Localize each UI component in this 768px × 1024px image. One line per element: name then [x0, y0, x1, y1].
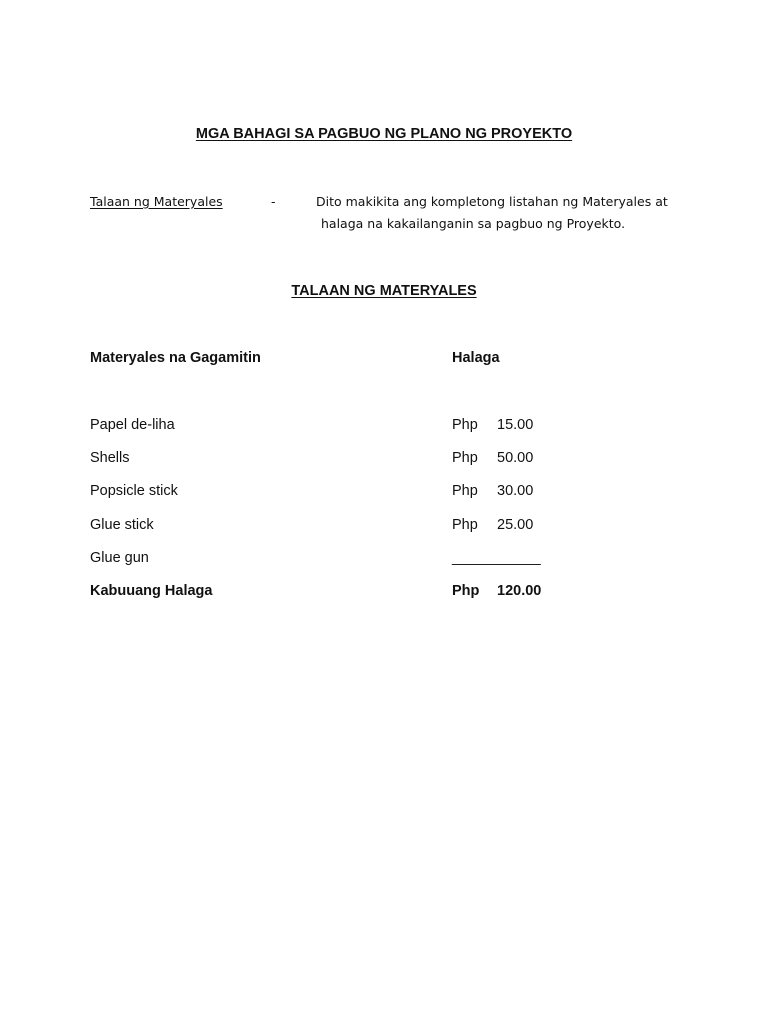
- table-row-currency: Php: [452, 483, 478, 499]
- table-row-blank-line: ___________: [452, 550, 541, 566]
- table-row-item: Glue gun: [90, 550, 149, 566]
- header-cost: Halaga: [452, 350, 500, 366]
- page-title: MGA BAHAGI SA PAGBUO NG PLANO NG PROYEKTO: [195, 126, 573, 142]
- table-row-item: Glue stick: [90, 517, 154, 533]
- table-row-amount: 30.00: [497, 483, 534, 499]
- definition-term: Talaan ng Materyales: [90, 194, 223, 209]
- table-row-item: Popsicle stick: [90, 483, 178, 499]
- definition-line-2: halaga na kakailanganin sa pagbuo ng Proyekto.: [321, 216, 626, 231]
- total-label: Kabuuang Halaga: [90, 583, 213, 599]
- table-row-amount: 25.00: [497, 517, 534, 533]
- table-row-item: Shells: [90, 450, 130, 466]
- table-row-item: Papel de-liha: [90, 417, 175, 433]
- total-currency: Php: [452, 583, 480, 599]
- table-row-currency: Php: [452, 517, 478, 533]
- table-row-currency: Php: [452, 417, 478, 433]
- section-title: TALAAN NG MATERYALES: [291, 283, 477, 299]
- definition-line-1: Dito makikita ang kompletong listahan ng Materyales at: [316, 194, 668, 209]
- table-row-amount: 15.00: [497, 417, 534, 433]
- table-row-currency: Php: [452, 450, 478, 466]
- total-amount: 120.00: [497, 583, 542, 599]
- definition-dash: -: [271, 194, 276, 209]
- header-material: Materyales na Gagamitin: [90, 350, 261, 366]
- table-row-amount: 50.00: [497, 450, 534, 466]
